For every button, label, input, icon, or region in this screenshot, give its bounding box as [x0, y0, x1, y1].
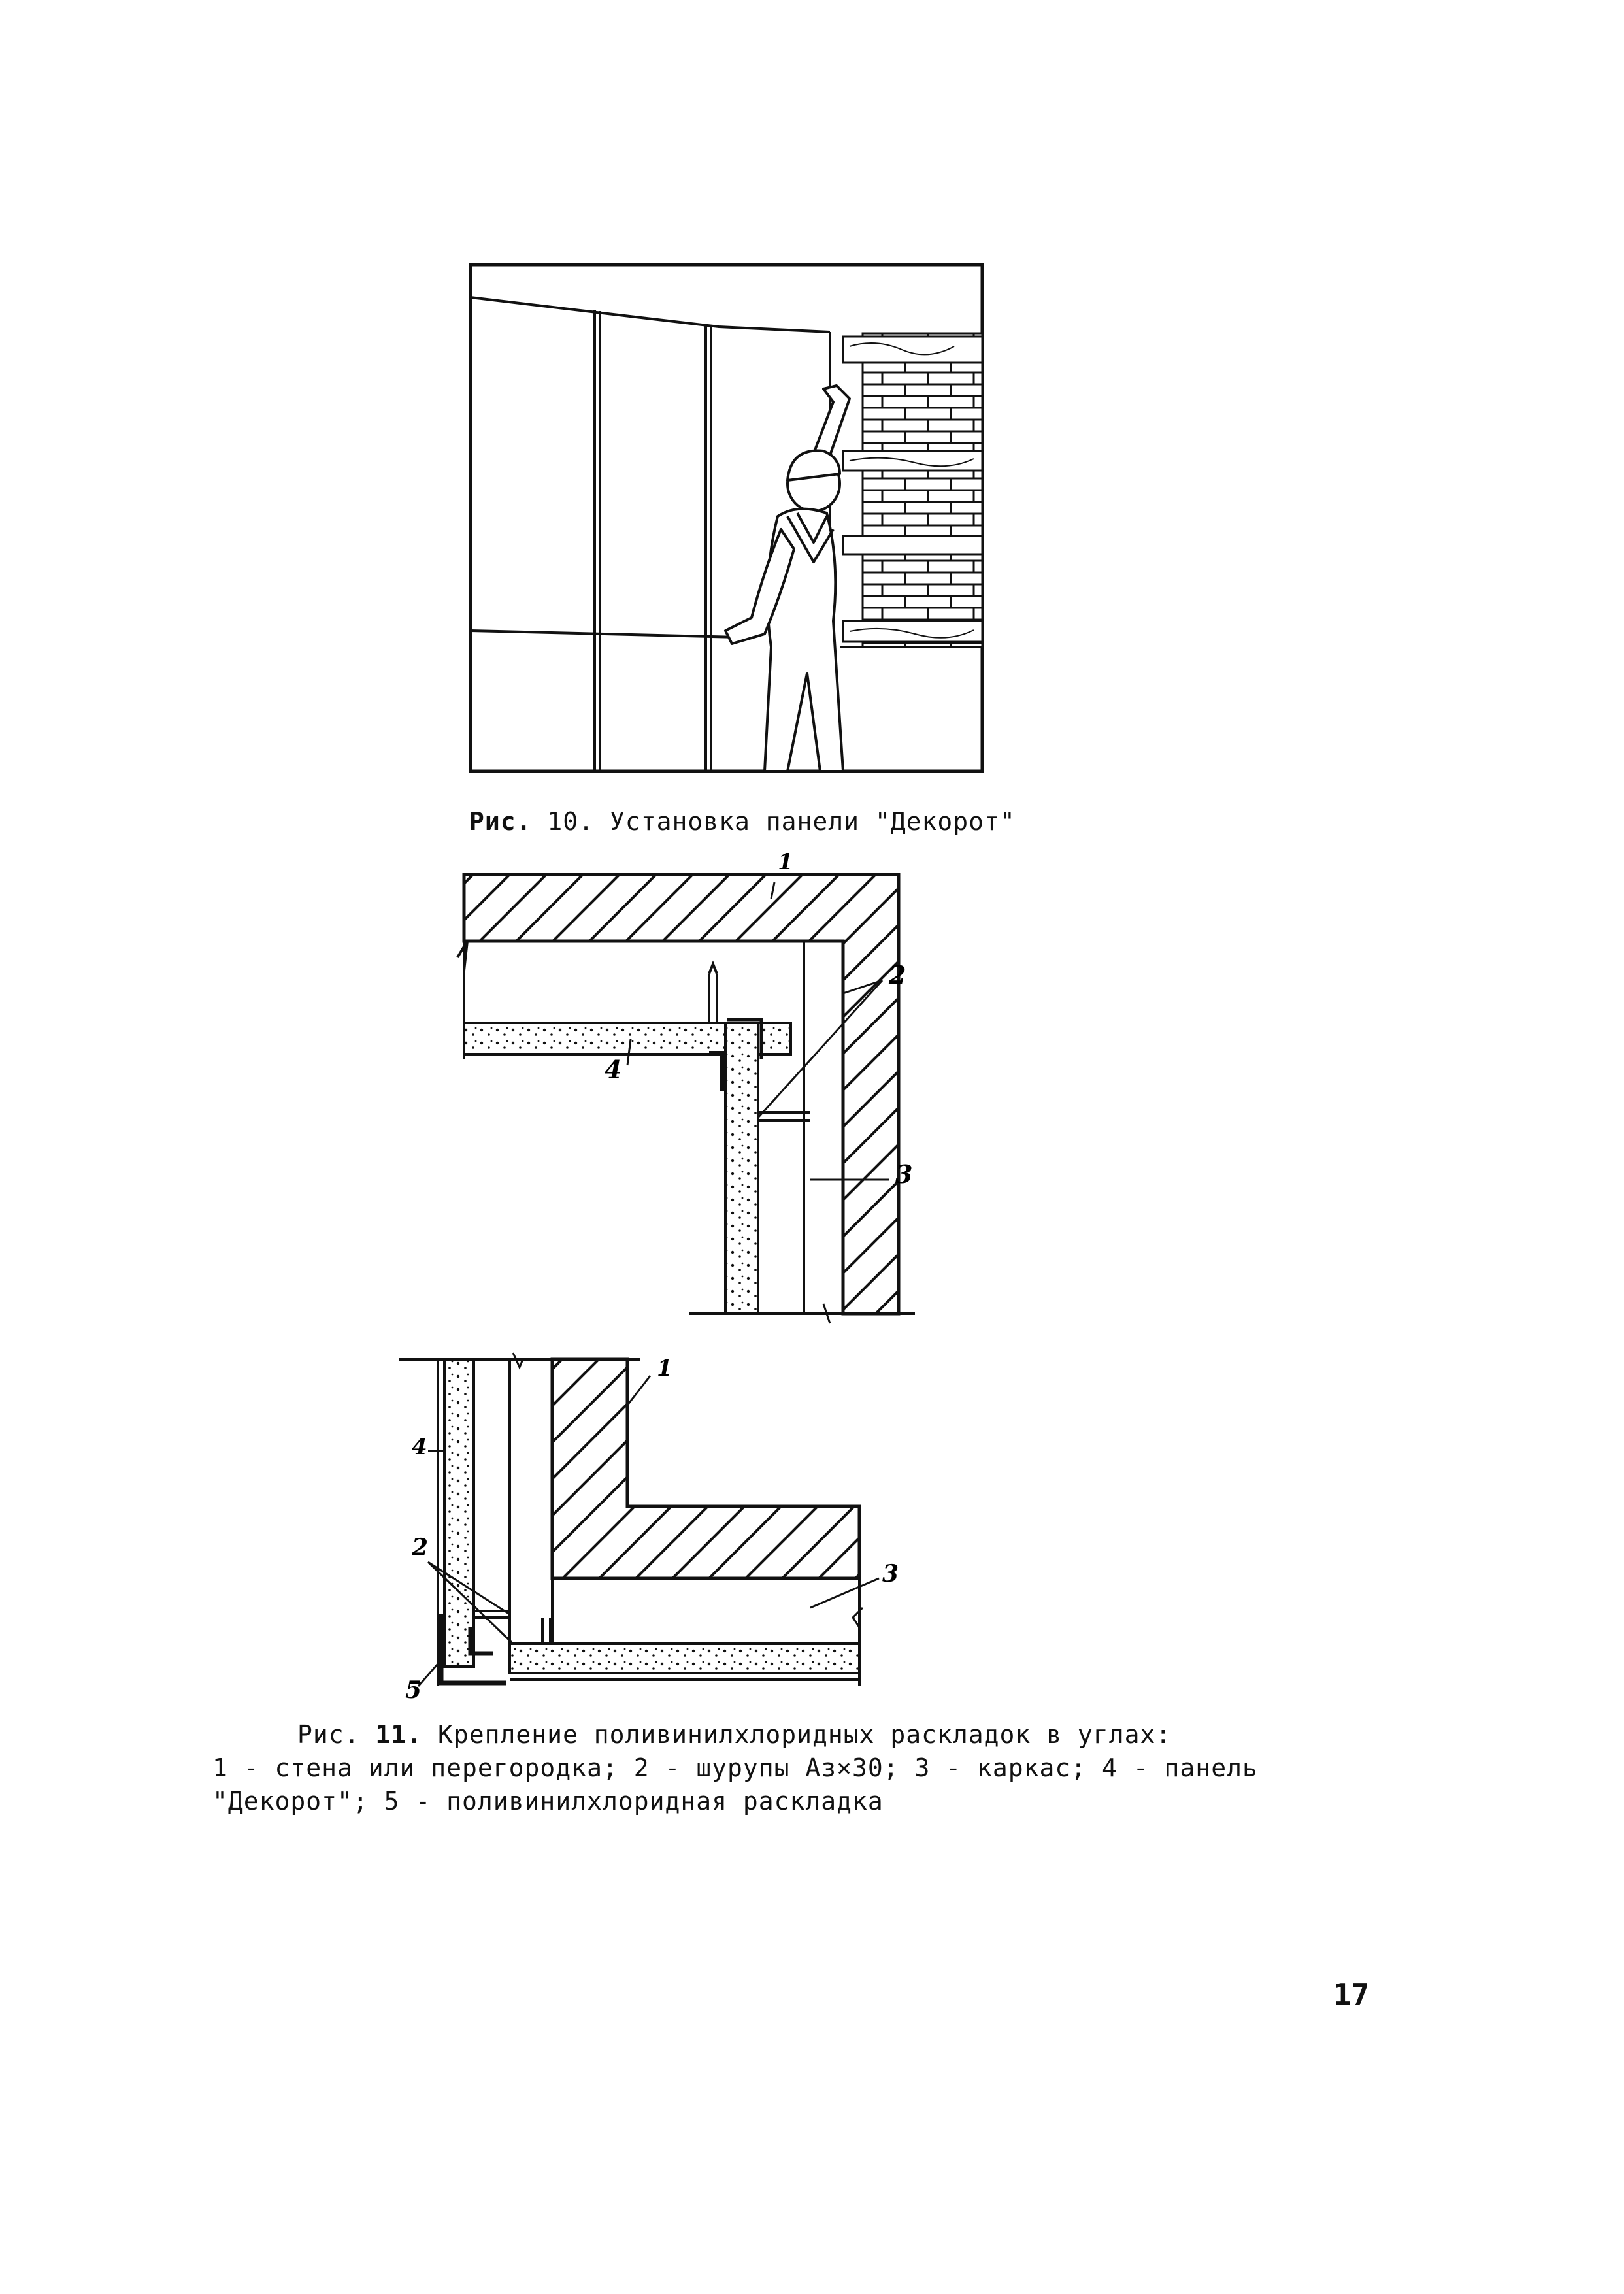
figure-11-caption-prefix: Рис. [297, 1720, 360, 1749]
panel-vertical [725, 1023, 758, 1314]
figure-11-caption-text: Крепление поливинилхлоридных раскладок в углах: [437, 1720, 1172, 1749]
frame-section [552, 1578, 859, 1644]
figure-11-legend-line-2: "Декорот"; 5 - поливинилхлоридная раскладка [212, 1787, 884, 1816]
timber-batten-2 [843, 451, 982, 471]
label-2: 2 [412, 1534, 429, 1561]
page-number: 17 [1333, 1977, 1370, 2012]
label-5: 5 [405, 1676, 422, 1704]
figure-11-caption-number: 11. [375, 1720, 423, 1749]
panel-horizontal-joint [471, 631, 738, 637]
label-1: 1 [778, 849, 793, 875]
worker-figure [725, 386, 850, 771]
panel-horizontal [510, 1644, 859, 1673]
timber-batten-1 [843, 337, 982, 363]
timber-batten-3 [843, 536, 982, 554]
figure-11-legend-line-1: 1 - стена или перегородка; 2 - шурупы Аз×30; 3 - каркас; 4 - панель [212, 1754, 1258, 1782]
label-3: 3 [895, 1159, 913, 1189]
label-2: 2 [889, 960, 906, 989]
timber-batten-4 [843, 621, 982, 642]
brick-wall [863, 333, 982, 647]
figure-10-caption-number: 10. [547, 807, 595, 836]
panel-vertical [444, 1359, 474, 1667]
label-3: 3 [882, 1560, 899, 1588]
figure-11-caption [297, 1720, 1171, 1749]
label-4: 4 [412, 1434, 427, 1460]
figure-10-illustration [457, 255, 1000, 784]
figure-10-caption [469, 807, 1016, 836]
label-4: 4 [605, 1055, 622, 1084]
figure-10-caption-prefix: Рис. [469, 807, 532, 836]
figure-11-top-diagram [431, 843, 987, 1340]
figure-11-bottom-diagram [392, 1346, 948, 1725]
label-1: 1 [657, 1355, 672, 1382]
screw-top [709, 964, 717, 1023]
wall-section [464, 874, 899, 1314]
figure-10-caption-text: Установка панели "Декорот" [609, 807, 1016, 836]
wall-section [552, 1359, 859, 1578]
